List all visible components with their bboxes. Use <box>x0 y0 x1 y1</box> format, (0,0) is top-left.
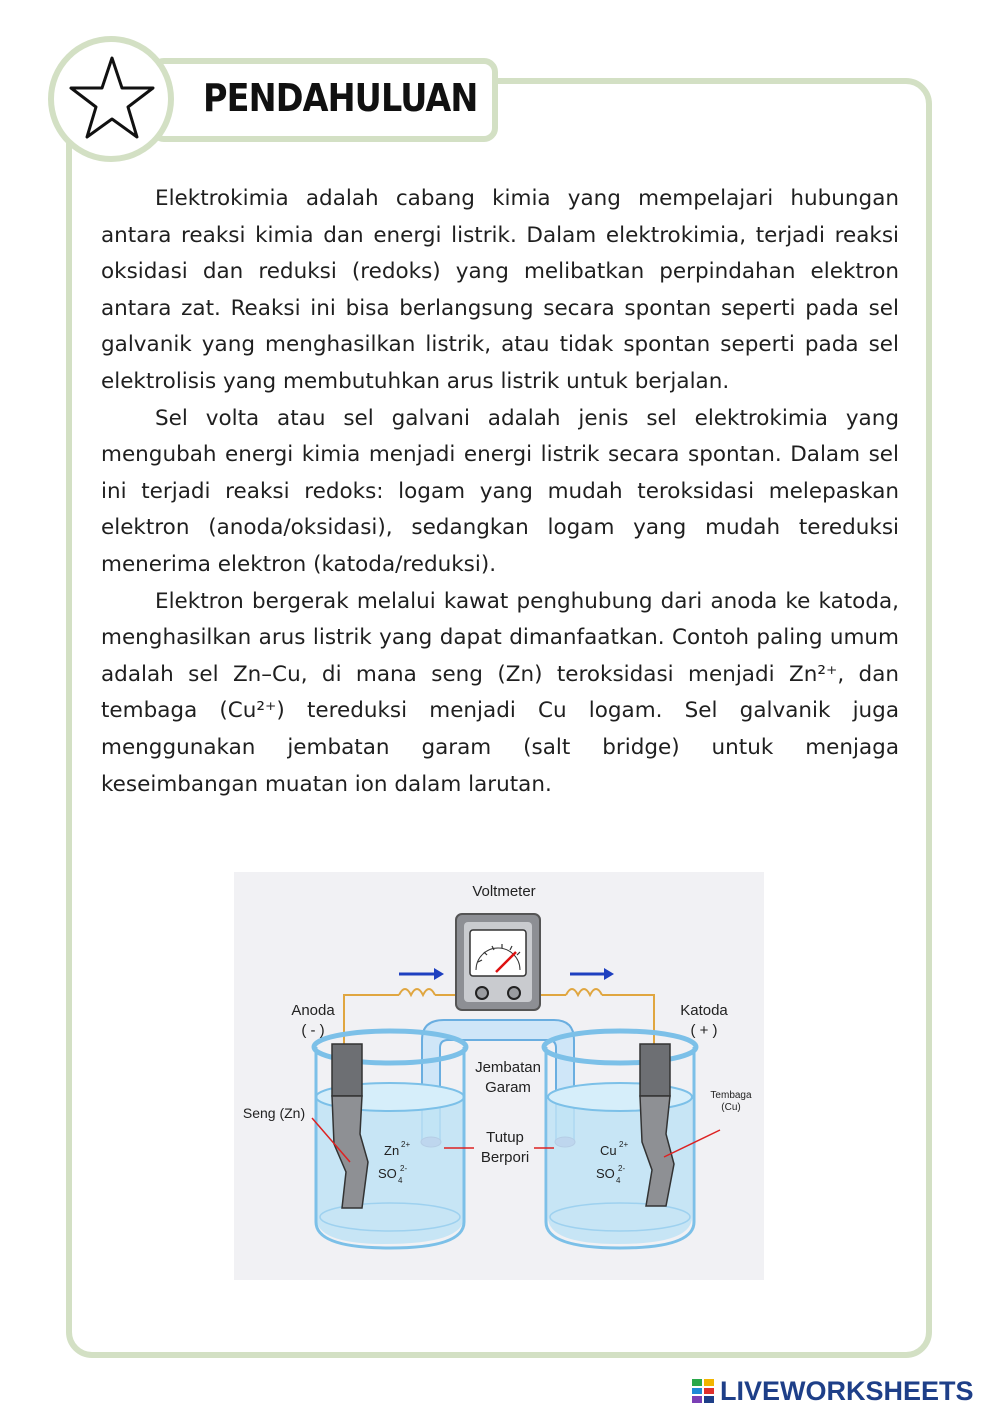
ion-cu-charge: 2+ <box>619 1140 629 1149</box>
label-porous-1: Tutup <box>486 1129 524 1146</box>
ion-zn: Zn <box>384 1143 400 1158</box>
label-copper-1: Tembaga <box>710 1090 752 1101</box>
star-icon <box>68 54 156 142</box>
ion-so4-left: SO <box>378 1166 397 1181</box>
intro-text <box>101 181 899 803</box>
footer-brand: LIVEWORKSHEETS <box>720 1375 974 1406</box>
label-salt-bridge-1: Jembatan <box>475 1059 541 1076</box>
paragraph-3: Elektron bergerak melalui kawat penghubung dari anoda ke katoda, menghasilkan arus listrik yang dapat dimanfaatkan. Contoh paling umum adalah sel Zn–Cu, di mana seng (Zn) teroksidasi menjadi Zn²⁺, dan tembaga (Cu²⁺) tereduksi menjadi Cu logam. Sel galvanik juga menggunakan jembatan garam (salt bridge) untuk menjaga keseimbangan muatan ion dalam larutan. <box>101 588 899 797</box>
ion-so4-left-charge: 2- <box>400 1164 408 1173</box>
label-salt-bridge-2: Garam <box>485 1079 531 1096</box>
label-porous-2: Berpori <box>480 1149 530 1166</box>
label-cathode-sign: ( + ) <box>690 1022 718 1039</box>
star-badge <box>48 36 174 162</box>
galvanic-cell-diagram <box>234 872 764 1280</box>
voltmeter <box>456 914 540 1010</box>
coil-right <box>566 989 602 995</box>
footer-logo[interactable] <box>692 1376 974 1406</box>
liveworksheets-logo-icon <box>692 1379 714 1403</box>
ion-so4-right-sub: 4 <box>616 1176 621 1185</box>
ion-so4-right: SO <box>596 1166 615 1181</box>
ion-zn-charge: 2+ <box>401 1140 411 1149</box>
label-anode: Anoda <box>291 1002 335 1019</box>
coil-left <box>399 989 435 995</box>
page-title: PENDAHULUAN <box>203 76 478 120</box>
paragraph-1: Elektrokimia adalah cabang kimia yang mempelajari hubungan antara reaksi kimia dan energi listrik. Dalam elektrokimia, terjadi reaksi oksidasi dan reduksi (redoks) yang melibatkan perpindahan elektron antara zat. Reaksi ini bisa berlangsung secara spontan seperti pada sel galvanik yang menghasilkan listrik, atau tidak spontan seperti pada sel elektrolisis yang membutuhkan arus listrik untuk berjalan. <box>101 186 899 394</box>
label-copper-2: (Cu) <box>721 1102 741 1113</box>
wire-left <box>344 995 399 1047</box>
label-anode-sign: ( - ) <box>301 1022 325 1039</box>
ion-so4-right-charge: 2- <box>618 1164 626 1173</box>
label-voltmeter: Voltmeter <box>472 883 536 900</box>
arrow-left-icon <box>399 968 444 980</box>
paragraph-2: Sel volta atau sel galvani adalah jenis sel elektrokimia yang mengubah energi kimia menjadi energi listrik secara spontan. Dalam sel ini terjadi reaksi redoks: logam yang mudah teroksidasi melepaskan elektron (anoda/oksidasi), sedangkan logam yang mudah tereduksi menerima elektron (katoda/reduksi). <box>101 405 899 577</box>
ion-cu: Cu <box>600 1143 617 1158</box>
label-zinc: Seng (Zn) <box>242 1105 306 1121</box>
arrow-right-icon <box>570 968 614 980</box>
label-cathode: Katoda <box>680 1002 728 1019</box>
ion-so4-left-sub: 4 <box>398 1176 403 1185</box>
